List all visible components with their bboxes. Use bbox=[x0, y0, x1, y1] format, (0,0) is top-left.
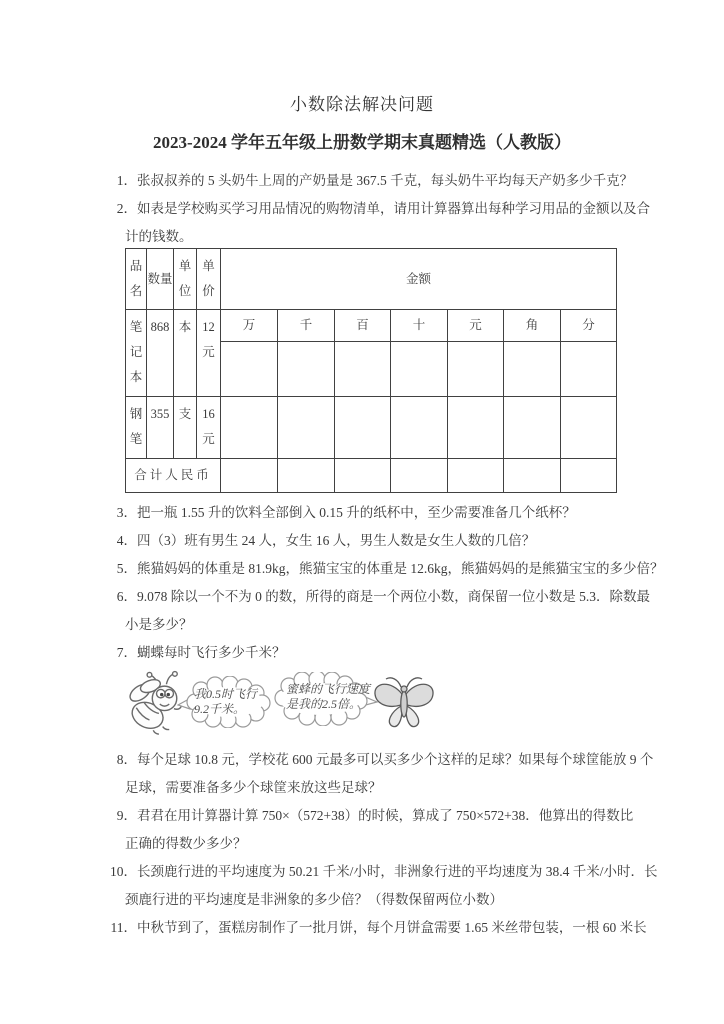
amount-cell bbox=[448, 459, 504, 493]
problems-block-2 bbox=[85, 497, 694, 665]
butterfly-speech-bubble bbox=[267, 672, 379, 726]
cell-product-2-name: 钢笔 bbox=[126, 397, 147, 459]
amount-cell bbox=[335, 459, 391, 493]
th-digit-wan: 万 bbox=[221, 310, 278, 342]
problem-10 bbox=[85, 856, 694, 884]
th-digit-fen: 分 bbox=[561, 310, 617, 342]
price-unit: 元 bbox=[202, 432, 215, 446]
th-quantity: 数量 bbox=[147, 249, 174, 310]
problem-text: 颈鹿行进的平均速度是非洲象的多少倍？（得数保留两位小数） bbox=[125, 892, 503, 907]
problem-9-cont bbox=[85, 828, 694, 856]
problem-text: 君君在用计算器计算 750×（572+38）的时候，算成了 750×572+38．他算出的得数比 bbox=[137, 808, 634, 823]
bee-butterfly-illustration bbox=[125, 666, 445, 744]
problem-text: 如表是学校购买学习用品情况的购物清单，请用计算器算出每种学习用品的金额以及合 bbox=[137, 201, 650, 216]
bee-speech-text bbox=[177, 676, 273, 728]
problem-8-cont bbox=[85, 772, 694, 800]
problem-number: 6． bbox=[116, 589, 137, 604]
amount-cell bbox=[561, 459, 617, 493]
bee-speech-bubble bbox=[177, 676, 273, 728]
th-digit-bai: 百 bbox=[335, 310, 391, 342]
amount-cell bbox=[278, 459, 335, 493]
butterfly-icon bbox=[371, 674, 437, 730]
problem-8 bbox=[85, 744, 694, 772]
problem-text: 熊猫妈妈的体重是 81.9kg，熊猫宝宝的体重是 12.6kg，熊猫妈妈的是熊猫宝宝的多少倍？ bbox=[137, 561, 664, 576]
problem-text: 蝴蝶每时飞行多少千米？ bbox=[137, 645, 286, 660]
amount-cell bbox=[391, 459, 448, 493]
problem-4 bbox=[85, 525, 694, 553]
amount-cell bbox=[391, 397, 448, 459]
problem-1 bbox=[85, 165, 694, 193]
price-unit: 元 bbox=[202, 345, 215, 359]
problem-text: 计的钱数。 bbox=[125, 229, 193, 244]
amount-cell bbox=[504, 397, 561, 459]
problem-text: 中秋节到了，蛋糕房制作了一批月饼，每个月饼盒需要 1.65 米丝带包装，一根 60 米长 bbox=[137, 920, 647, 935]
problems-block-1 bbox=[85, 165, 694, 249]
cell-total-label: 合计人民币 bbox=[126, 459, 221, 493]
amount-cell bbox=[561, 342, 617, 397]
amount-cell bbox=[221, 397, 278, 459]
cell-product-2-unit: 支 bbox=[174, 397, 197, 459]
amount-cell bbox=[391, 342, 448, 397]
amount-cell bbox=[448, 397, 504, 459]
bee-speech-line2: 9.2千米。 bbox=[194, 702, 246, 716]
cell-product-2-qty: 355 bbox=[147, 397, 174, 459]
amount-cell bbox=[448, 342, 504, 397]
problem-11 bbox=[85, 912, 694, 940]
problem-text: 小是多少？ bbox=[125, 617, 193, 632]
problem-number: 8． bbox=[116, 752, 137, 767]
problem-text: 把一瓶 1.55 升的饮料全部倒入 0.15 升的纸杯中，至少需要准备几个纸杯？ bbox=[137, 505, 576, 520]
butterfly-speech-text bbox=[267, 672, 379, 726]
th-unit-price: 单价 bbox=[197, 249, 221, 310]
problem-number: 10． bbox=[110, 864, 137, 879]
problem-text: 9.078 除以一个不为 0 的数，所得的商是一个两位小数，商保留一位小数是 5.3．除数最 bbox=[137, 589, 650, 604]
problem-number: 3． bbox=[116, 505, 137, 520]
amount-cell bbox=[504, 342, 561, 397]
problem-text: 每个足球 10.8 元，学校花 600 元最多可以买多少个这样的足球？如果每个球筐能放 9 个 bbox=[137, 752, 654, 767]
problem-6-cont bbox=[85, 609, 694, 637]
page-subtitle: 2023-2024 学年五年级上册数学期末真题精选（人教版） bbox=[153, 133, 571, 152]
problem-number: 5． bbox=[116, 561, 137, 576]
cell-product-1-price bbox=[197, 310, 221, 397]
problem-10-cont bbox=[85, 884, 694, 912]
problem-number: 11． bbox=[110, 920, 137, 935]
page-title: 小数除法解决问题 bbox=[290, 95, 434, 114]
problem-text: 张叔叔养的 5 头奶牛上周的产奶量是 367.5 千克，每头奶牛平均每天产奶多少千克？ bbox=[137, 173, 634, 188]
price-number: 12 bbox=[202, 320, 215, 334]
amount-cell bbox=[278, 342, 335, 397]
cell-product-1-unit: 本 bbox=[174, 310, 197, 397]
problem-text: 足球，需要准备多少个球筐来放这些足球？ bbox=[125, 780, 382, 795]
th-digit-shi: 十 bbox=[391, 310, 448, 342]
problem-7 bbox=[85, 637, 694, 665]
th-product-name: 品名 bbox=[126, 249, 147, 310]
butterfly-speech-line2: 是我的2.5倍。 bbox=[286, 697, 362, 711]
th-digit-yuan: 元 bbox=[448, 310, 504, 342]
problem-number: 1． bbox=[116, 173, 137, 188]
th-unit: 单位 bbox=[174, 249, 197, 310]
th-digit-qian: 千 bbox=[278, 310, 335, 342]
problem-text: 四（3）班有男生 24 人，女生 16 人，男生人数是女生人数的几倍？ bbox=[137, 533, 536, 548]
problem-number: 4． bbox=[116, 533, 137, 548]
problem-number: 2． bbox=[116, 201, 137, 216]
amount-cell bbox=[221, 342, 278, 397]
problem-text: 正确的得数少多少？ bbox=[125, 836, 247, 851]
problem-number: 7． bbox=[116, 645, 137, 660]
cell-product-1-name: 笔记本 bbox=[126, 310, 147, 397]
problems-block-3 bbox=[85, 744, 694, 940]
problem-text: 长颈鹿行进的平均速度为 50.21 千米/小时，非洲象行进的平均速度为 38.4 千米/小时．长 bbox=[137, 864, 658, 879]
shopping-list-table bbox=[125, 248, 617, 493]
problem-6 bbox=[85, 581, 694, 609]
problem-2-cont bbox=[85, 221, 694, 249]
butterfly-speech-line1: 蜜蜂的飞行速度 bbox=[286, 682, 371, 696]
cell-product-2-price bbox=[197, 397, 221, 459]
amount-cell bbox=[504, 459, 561, 493]
amount-cell bbox=[335, 397, 391, 459]
cell-product-1-qty: 868 bbox=[147, 310, 174, 397]
th-amount: 金额 bbox=[221, 249, 617, 310]
amount-cell bbox=[561, 397, 617, 459]
amount-cell bbox=[278, 397, 335, 459]
problem-3 bbox=[85, 497, 694, 525]
problem-9 bbox=[85, 800, 694, 828]
problem-number: 9． bbox=[116, 808, 137, 823]
price-number: 16 bbox=[202, 407, 215, 421]
th-digit-jiao: 角 bbox=[504, 310, 561, 342]
problem-2 bbox=[85, 193, 694, 221]
problem-5 bbox=[85, 553, 694, 581]
amount-cell bbox=[335, 342, 391, 397]
bee-speech-line1: 我0.5时飞行 bbox=[194, 687, 258, 701]
amount-cell bbox=[221, 459, 278, 493]
